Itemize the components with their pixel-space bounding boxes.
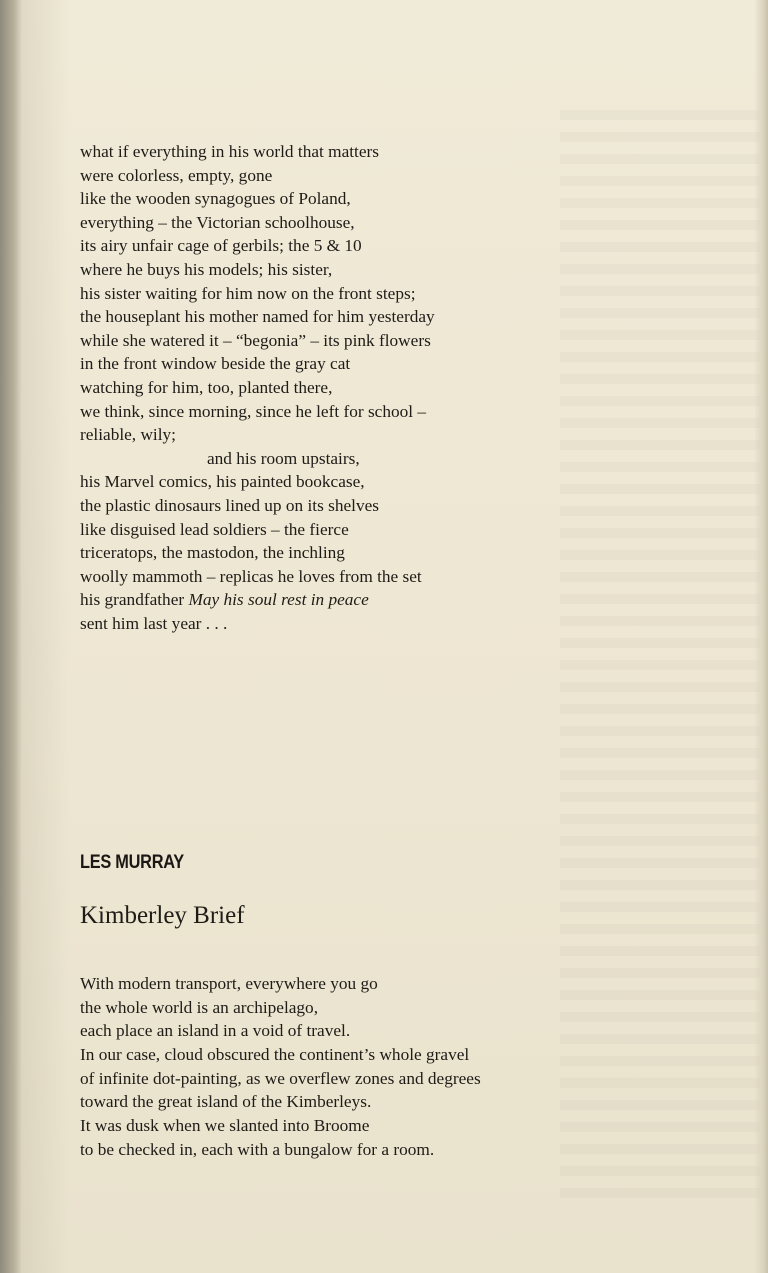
poem-line: like disguised lead soldiers – the fierce [80, 519, 349, 539]
poem-line: the plastic dinosaurs lined up on its shelves [80, 495, 380, 515]
poem-title: Kimberley Brief [80, 902, 245, 929]
poem-line: reliable, wily; [80, 425, 176, 445]
poem-excerpt [80, 140, 560, 635]
poem-line: the whole world is an archipelago, [80, 997, 319, 1017]
poem-body [80, 972, 560, 1162]
poem-line-with-italic [80, 588, 560, 612]
poem-line: woolly mammoth – replicas he loves from the set [80, 566, 422, 586]
poem-line: in the front window beside the gray cat [80, 354, 351, 374]
poem-line: the houseplant his mother named for him yesterday [80, 307, 435, 327]
poem-line-prefix: his grandfather [80, 590, 189, 610]
poem-line: where he buys his models; his sister, [80, 259, 333, 279]
poem-line: while she watered it – “begonia” – its pink flowers [80, 330, 431, 350]
poem-line: watching for him, too, planted there, [80, 377, 333, 397]
author-name: LES MURRAY [80, 852, 184, 873]
poem-line: to be checked in, each with a bungalow for a room. [80, 1139, 435, 1159]
poem-line: its airy unfair cage of gerbils; the 5 & 10 [80, 236, 362, 256]
poem-line: sent him last year . . . [80, 613, 228, 633]
poem-line: everything – the Victorian schoolhouse, [80, 212, 355, 232]
poem-line: what if everything in his world that matters [80, 142, 379, 161]
poem-line: were colorless, empty, gone [80, 165, 273, 185]
poem-line-indented: and his room upstairs, [207, 448, 360, 468]
poem-line: triceratops, the mastodon, the inchling [80, 543, 345, 563]
poem-line: It was dusk when we slanted into Broome [80, 1116, 370, 1136]
show-through-text [560, 110, 760, 1210]
poem-line: With modern transport, everywhere you go [80, 974, 378, 993]
poem-line: his sister waiting for him now on the front steps; [80, 283, 416, 303]
poem-line: In our case, cloud obscured the continent’s whole gravel [80, 1045, 470, 1065]
poem-line: toward the great island of the Kimberleys. [80, 1092, 372, 1112]
poem-line: like the wooden synagogues of Poland, [80, 189, 351, 209]
italic-phrase: May his soul rest in peace [188, 590, 369, 610]
poem-line: we think, since morning, since he left for school – [80, 401, 427, 421]
page-edge [754, 0, 768, 1273]
poem-line: his Marvel comics, his painted bookcase, [80, 472, 365, 492]
poem-line: each place an island in a void of travel. [80, 1021, 351, 1041]
page-gutter-shadow [0, 0, 22, 1273]
poem-line: of infinite dot-painting, as we overflew zones and degrees [80, 1068, 481, 1088]
